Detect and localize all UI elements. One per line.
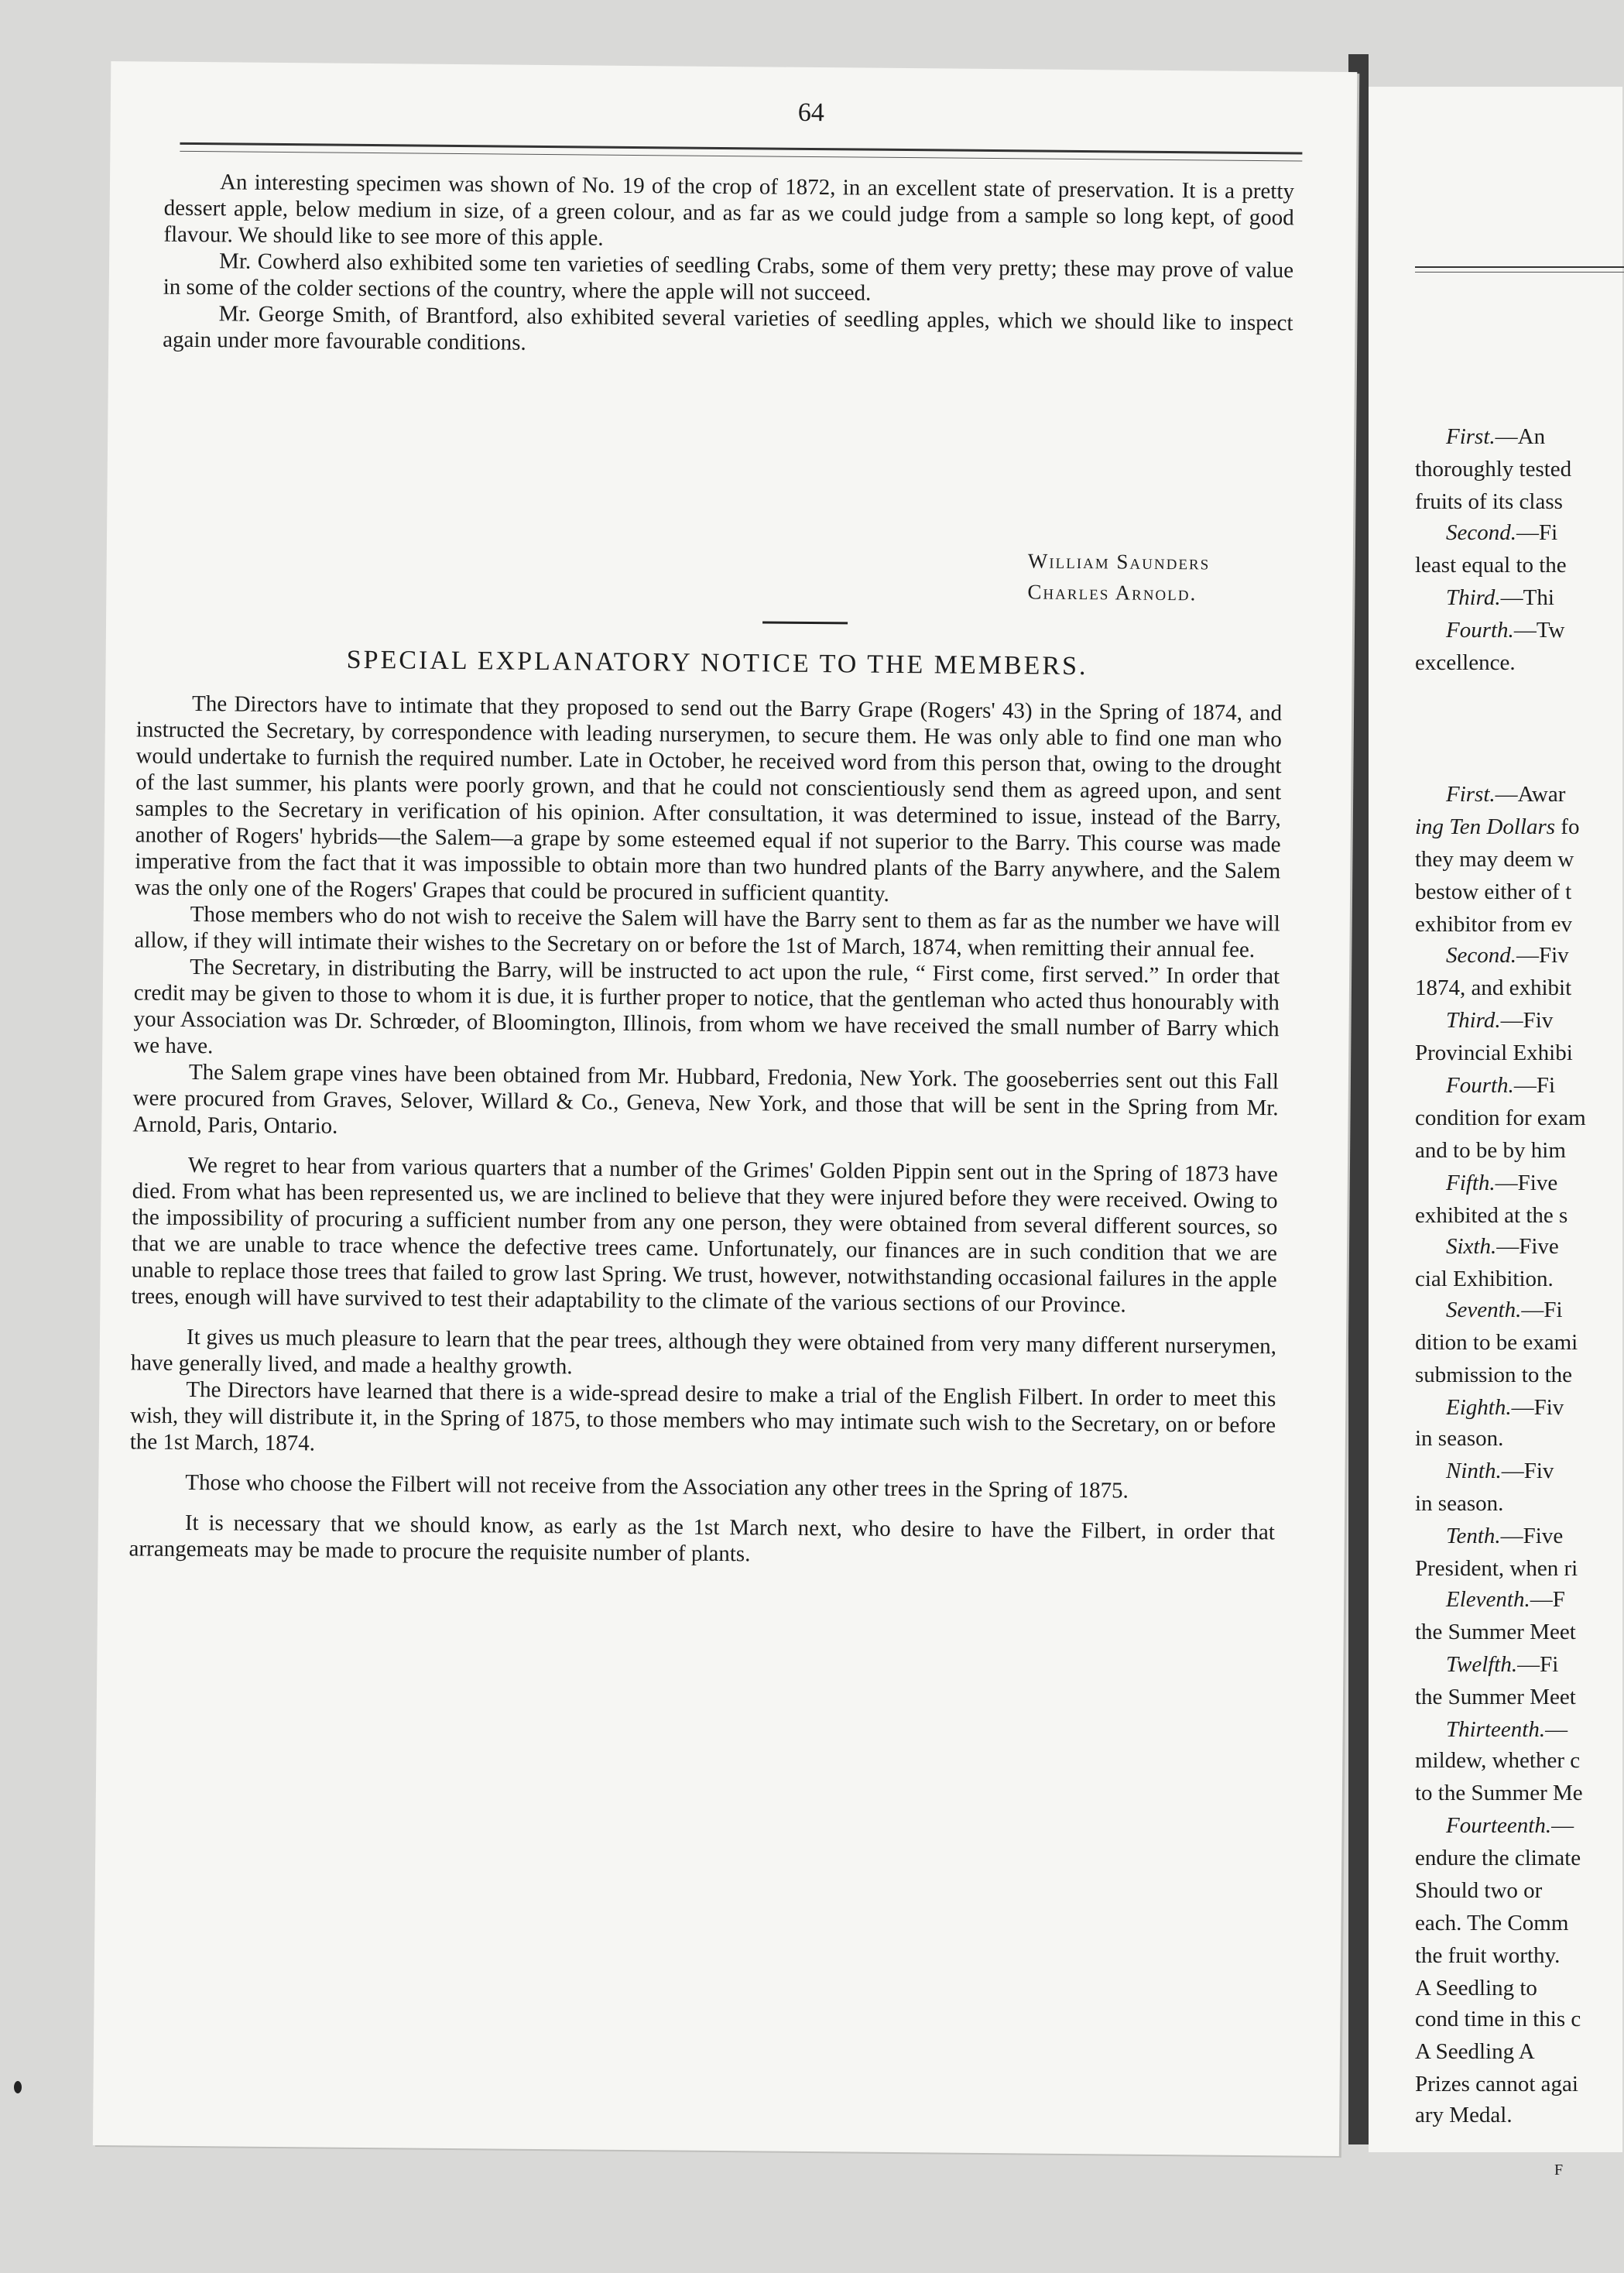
item-text: —Fiv <box>1500 1008 1554 1033</box>
item-text: —An <box>1495 424 1546 449</box>
item-text: condition for exam <box>1415 1106 1586 1130</box>
right-page-line <box>1446 1234 1559 1260</box>
paragraph: The Secretary, in distributing the Barry, will be instructed to act upon the rule, “ First come, first served.” In order that credit may be given to those to whom it is due, it is further proper to notice, that the gentleman who acted thus honourably with your Association was Dr. Schrœder, of Bloomington, Illinois, from whom we have received the small number of Barry which we have. <box>133 955 1280 1059</box>
item-text: Should two or <box>1415 1878 1543 1903</box>
right-page-line <box>1446 585 1554 611</box>
item-label: First. <box>1446 782 1496 807</box>
signature-saunders: William Saunders <box>1027 549 1211 574</box>
item-text: A Seedling to <box>1415 1976 1537 2000</box>
item-text: cial Exhibition. <box>1415 1267 1554 1291</box>
item-text: thoroughly tested <box>1415 457 1572 482</box>
paragraph: Mr. George Smith, of Brantford, also exhibited several varieties of seedling apples, which we should like to inspect again under more favourable conditions. <box>163 301 1293 355</box>
item-text: —Fi <box>1516 520 1558 545</box>
right-page-line <box>1446 1813 1574 1839</box>
item-label: Tenth. <box>1446 1524 1501 1548</box>
paragraph: Those members who do not wish to receive the Salem will have the Barry sent to them as far as the number we have will allow, if they will intimate their wishes to the Secretary on or before the 1st of March, 1874, when remitting their annual fee. <box>134 902 1280 963</box>
item-text: —Fiv <box>1511 1395 1564 1420</box>
right-page-line <box>1415 2039 1535 2065</box>
right-page-line <box>1446 1395 1564 1421</box>
right-page-line <box>1446 1717 1567 1743</box>
right-page-line <box>1415 489 1563 515</box>
item-label: Twelfth. <box>1446 1652 1518 1677</box>
right-page-line <box>1415 1363 1572 1388</box>
paragraph: The Directors have learned that there is a wide-spread desire to make a trial of the English Filbert. In order to meet this wish, they will distribute it, in the Spring of 1875, to those members who may intimate such wish to the Secretary, on or before the 1st March, 1874. <box>129 1376 1276 1456</box>
item-label: ing Ten Dollars <box>1415 814 1556 839</box>
section-divider <box>762 621 848 624</box>
right-page-line <box>1415 2103 1513 2128</box>
item-text: least equal to the <box>1415 553 1567 578</box>
right-page <box>1369 87 1622 2179</box>
item-text: each. The Comm <box>1415 1911 1569 1935</box>
right-page-line <box>1446 1587 1565 1613</box>
item-text: endure the climate <box>1415 1846 1581 1870</box>
paragraph: The Directors have to intimate that they proposed to send out the Barry Grape (Rogers' 43) in the Spring of 1874, and instructed the Secretary, by correspondence with leading nurserymen, to secure them. He was only able to find one man who would undertake to furnish the required number. Late in October, he received word from this person that, owing to the drought of the last summer, his plants were poorly grown, and that he could not conscientiously send them as agreed upon, and sent samples to the Secretary in verification of his opinion. After consultation, it was determined to issue, instead of the Barry, another of Rogers' hybrids—the Salem—a grape by some esteemed equal if not superior to the Barry. This course was made imperative from the fact that it was impossible to obtain more than two hundred plants of the Barry anywhere, and the Salem was the only one of the Rogers' Grapes that could be procured in sufficient quantity. <box>134 691 1283 907</box>
item-label: First. <box>1446 424 1496 449</box>
item-text: the Summer Meet <box>1415 1685 1576 1709</box>
item-text: —Fi <box>1517 1652 1559 1677</box>
right-page-line <box>1446 618 1564 643</box>
item-label: Second. <box>1446 520 1516 545</box>
right-page-line <box>1446 424 1545 450</box>
right-page-line <box>1415 1138 1566 1164</box>
item-text: submission to the <box>1415 1363 1573 1387</box>
item-text: exhibitor from ev <box>1415 912 1572 937</box>
item-label: Eleventh. <box>1446 1587 1530 1612</box>
item-text: —Five <box>1500 1524 1564 1548</box>
item-label: Third. <box>1446 585 1501 610</box>
item-text: dition to be exami <box>1415 1330 1578 1355</box>
item-text: —Awar <box>1495 782 1566 807</box>
item-text: excellence. <box>1415 650 1516 675</box>
right-page-line <box>1446 1524 1563 1549</box>
right-page-line <box>1415 1781 1583 1806</box>
item-text: — <box>1551 1813 1574 1838</box>
item-text: —F <box>1530 1587 1565 1612</box>
right-page-line <box>1415 847 1574 873</box>
item-text: the fruit worthy. <box>1415 1943 1561 1968</box>
item-text: —Five <box>1496 1234 1559 1259</box>
item-label: Sixth. <box>1446 1234 1497 1259</box>
right-page-line <box>1415 1491 1503 1517</box>
item-text: —Five <box>1495 1171 1558 1195</box>
item-text: —Tw <box>1513 618 1565 643</box>
item-label: Eighth. <box>1446 1395 1512 1420</box>
right-page-line <box>1415 1041 1573 1066</box>
footer-mark: F <box>1554 2162 1564 2179</box>
right-page-line <box>1415 912 1572 938</box>
item-text: they may deem w <box>1415 847 1574 872</box>
right-page-line <box>1415 1426 1503 1452</box>
item-text: in season. <box>1415 1491 1504 1516</box>
paragraph: Those who choose the Filbert will not receive from the Association any other trees in the Spring of 1875. <box>185 1469 1129 1503</box>
item-text: exhibited at the s <box>1415 1203 1568 1228</box>
item-text: —Fiv <box>1501 1459 1554 1483</box>
right-page-line <box>1415 1685 1576 1710</box>
right-page-line <box>1415 553 1567 578</box>
item-text: cond time in this c <box>1415 2007 1581 2031</box>
right-page-line <box>1446 520 1557 546</box>
item-label: Fifth. <box>1446 1171 1496 1195</box>
right-page-line <box>1415 1620 1576 1645</box>
item-text: the Summer Meet <box>1415 1620 1576 1644</box>
notice-title: SPECIAL EXPLANATORY NOTICE TO THE MEMBERS. <box>346 645 1088 681</box>
item-text: fo <box>1555 814 1580 839</box>
item-label: Fourth. <box>1446 1073 1514 1098</box>
item-text: Provincial Exhibi <box>1415 1041 1573 1065</box>
item-label: Ninth. <box>1446 1459 1502 1483</box>
item-text: to the Summer Me <box>1415 1781 1583 1805</box>
item-label: Fourteenth. <box>1446 1813 1552 1838</box>
right-page-line <box>1446 1073 1555 1099</box>
item-text: 1874, and exhibit <box>1415 975 1572 1000</box>
item-text: A Seedling A <box>1415 2039 1535 2064</box>
right-page-line <box>1415 2007 1581 2032</box>
right-page-line <box>1446 1459 1554 1484</box>
right-page-line <box>1446 782 1565 807</box>
right-page-line <box>1415 1943 1560 1969</box>
paragraph: We regret to hear from various quarters that a number of the Grimes' Golden Pippin sent out in the Spring of 1873 have died. From what has been represented us, we are inclined to believe that they were injured before they were received. Owing to the impossibility of procuring a sufficient number from any one person, they were obtained from several different sources, so that we are unable to trace whence the defective trees came. Unfortunately, our finances are in such condition that we are unable to replace those trees that failed to grow last Spring. We trust, however, notwithstanding occasional failures in the apple trees, enough will have survived to test their adaptability to the climate of the various sections of our Province. <box>131 1152 1279 1318</box>
right-page-line <box>1415 1911 1568 1936</box>
item-text: —Fiv <box>1516 943 1569 968</box>
right-page-line <box>1446 1008 1553 1034</box>
item-text: in season. <box>1415 1426 1504 1451</box>
item-label: Fourth. <box>1446 618 1514 643</box>
item-text: —Fi <box>1521 1298 1563 1322</box>
signature-arnold: Charles Arnold. <box>1027 580 1197 605</box>
right-page-line <box>1415 975 1571 1001</box>
right-page-line <box>1415 814 1579 840</box>
item-text: mildew, whether c <box>1415 1748 1581 1773</box>
item-text: President, when ri <box>1415 1556 1578 1581</box>
right-page-line <box>1415 1748 1580 1774</box>
item-text: ary Medal. <box>1415 2103 1513 2127</box>
header-rule <box>180 142 1302 162</box>
right-page-line <box>1415 1267 1554 1292</box>
item-text: —Fi <box>1513 1073 1555 1098</box>
left-page <box>93 61 1357 2156</box>
right-page-line <box>1415 1556 1578 1582</box>
paragraph: An interesting specimen was shown of No. 19 of the crop of 1872, in an excellent state of preservation. It is a pretty dessert apple, below medium in size, of a green colour, and as far as we could judge from a sample so long kept, of good flavour. We should like to see more of this apple. <box>163 170 1295 251</box>
paragraph: It is necessary that we should know, as early as the 1st March next, who desire to have the Filbert, in order that arrangemeats may be made to procure the requisite number of plants. <box>128 1510 1275 1567</box>
right-page-line <box>1415 457 1571 482</box>
right-page-line <box>1446 1652 1558 1678</box>
item-text: Prizes cannot agai <box>1415 2072 1578 2096</box>
header-rule <box>1415 266 1624 273</box>
right-page-line <box>1415 1106 1586 1131</box>
right-page-line <box>1415 2072 1578 2097</box>
right-page-line <box>1446 1298 1563 1323</box>
right-page-line <box>1415 879 1571 905</box>
item-label: Second. <box>1446 943 1516 968</box>
right-page-line <box>1446 943 1569 969</box>
item-text: and to be by him <box>1415 1138 1566 1163</box>
item-text: —Thi <box>1500 585 1554 610</box>
item-label: Third. <box>1446 1008 1501 1033</box>
page-number: 64 <box>797 98 824 128</box>
right-page-line <box>1415 650 1516 676</box>
item-text: fruits of its class <box>1415 489 1563 514</box>
intro-section <box>163 169 1294 363</box>
right-page-line <box>1415 1846 1581 1871</box>
right-page-line <box>1415 1203 1567 1229</box>
right-page-line <box>1415 1976 1537 2001</box>
paragraph: The Salem grape vines have been obtained from Mr. Hubbard, Fredonia, New York. The gooseberries sent out this Fall were procured from Graves, Selover, Willard & Co., Geneva, New York, and those that will be sent in the Spring from Mr. Arnold, Paris, Ontario. <box>132 1059 1280 1139</box>
item-text: bestow either of t <box>1415 879 1572 904</box>
item-text: — <box>1545 1717 1568 1742</box>
item-label: Seventh. <box>1446 1298 1522 1322</box>
right-page-line <box>1446 1171 1557 1196</box>
item-label: Thirteenth. <box>1446 1717 1546 1742</box>
right-page-line <box>1415 1878 1542 1904</box>
right-page-line <box>1415 1330 1578 1356</box>
scan-speck <box>14 2081 22 2093</box>
paragraph: Mr. Cowherd also exhibited some ten varieties of seedling Crabs, some of them very pretty; these may prove of value in some of the colder sections of the country, where the apple will not succeed. <box>163 249 1294 306</box>
paragraph: It gives us much pleasure to learn that the pear trees, although they were obtained from very many different nurserymen, have generally lived, and made a healthy growth. <box>130 1324 1277 1380</box>
notice-body <box>128 690 1282 1572</box>
